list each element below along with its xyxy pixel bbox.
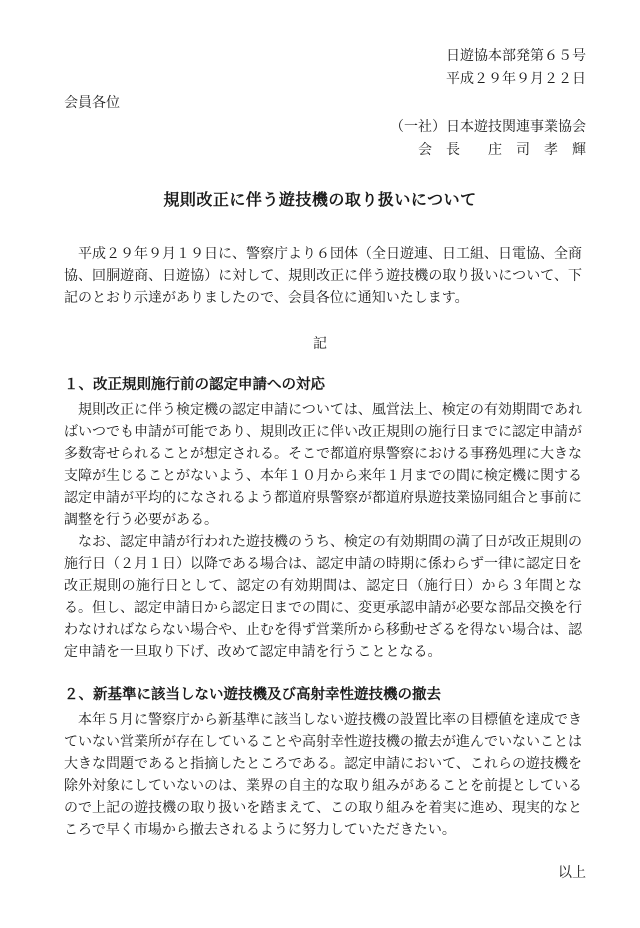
section-2-paragraph-1: 本年５月に警察庁から新基準に該当しない遊技機の設置比率の目標値を達成できていない営業所が存在していることや高射幸性遊技機の撤去が進んでいないことは大きな問題であると指摘したところである。認定申請において、これらの遊技機を除外対象にしていないのは、業界の自主的な取り組みがあることを前提としているので上記の遊技機の取り扱いを踏まえて、この取り組みを着実に進め、現実的なところで早く市場から撤去されるように努力していただきたい。 bbox=[64, 712, 582, 838]
recipient: 会員各位 bbox=[64, 95, 120, 111]
document-number: 日遊協本部発第６５号 bbox=[446, 48, 586, 64]
closing-mark: 以上 bbox=[558, 865, 586, 881]
document-title: 規則改正に伴う遊技機の取り扱いについて bbox=[163, 190, 477, 209]
intro-paragraph: 平成２９年９月１９日に、警察庁より６団体（全日遊連、日工組、日電協、全商協、回胴遊商、日遊協）に対して、規則改正に伴う遊技機の取り扱いについて、下記のとおり示達がありましたので、会員各位に通知いたします。 bbox=[64, 246, 582, 306]
section-1-paragraph-1: 規則改正に伴う検定機の認定申請については、風営法上、検定の有効期間であればいつでも申請が可能であり、規則改正に伴い改正規則の施行日までに認定申請が多数寄せられることが想定される。そこで都道府県警察における事務処理に大きな支障が生じることがないよう、本年１０月から来年１月までの間に検定機に関する認定申請が平均的になされるよう都道府県警察が都道府県遊技業協同組合と事前に調整を行う必要がある。 bbox=[64, 402, 582, 528]
sender-organization: （一社）日本遊技関連事業協会 bbox=[390, 119, 586, 135]
section-2-heading: ２、新基準に該当しない遊技機及び高射幸性遊技機の撤去 bbox=[64, 687, 441, 703]
issue-date: 平成２９年９月２２日 bbox=[446, 71, 586, 87]
ki-marker: 記 bbox=[313, 336, 327, 352]
sender-name: 会 長 庄 司 孝 輝 bbox=[418, 142, 586, 158]
section-1-heading: １、改正規則施行前の認定申請への対応 bbox=[64, 377, 325, 393]
section-1-paragraph-2: なお、認定申請が行われた遊技機のうち、検定の有効期間の満了日が改正規則の施行日（２月１日）以降である場合は、認定申請の時期に係わらず一律に認定日を改正規則の施行日として、認定の有効期間は、認定日（施行日）から３年間となる。但し、認定申請日から認定日までの間に、変更承認申請が必要な部品交換を行わなければならない場合や、止むを得ず営業所から移動せざるを得ない場合は、認定申請を一旦取り下げ、改めて認定申請を行うこととなる。 bbox=[64, 534, 582, 660]
